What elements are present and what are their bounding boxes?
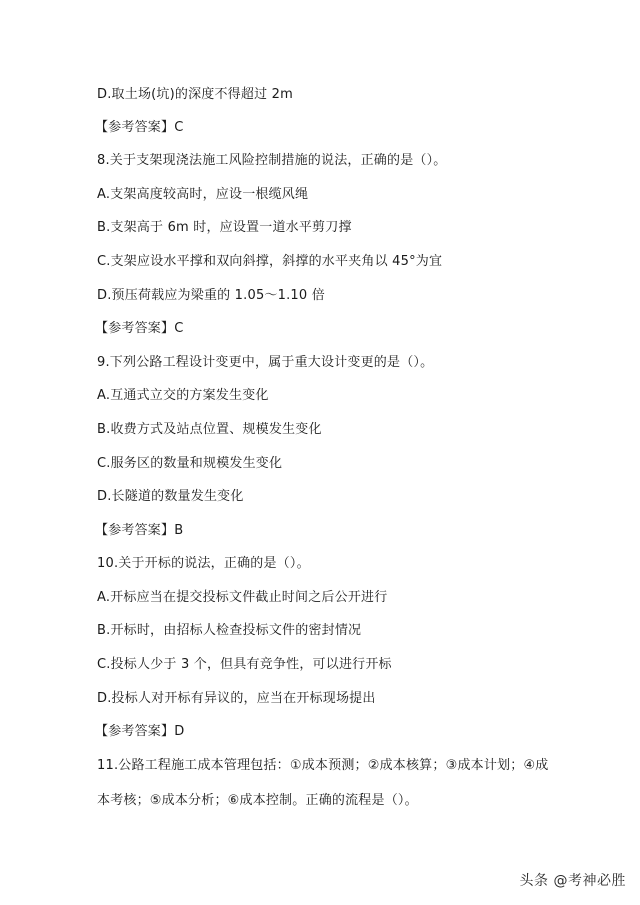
answer-line: 【参考答案】C — [95, 120, 184, 135]
question-line: 9.下列公路工程设计变更中，属于重大设计变更的是（）。 — [97, 355, 434, 370]
question-line: 10.关于开标的说法，正确的是（）。 — [97, 556, 310, 571]
option-line: D.预压荷载应为梁重的 1.05～1.10 倍 — [97, 288, 325, 303]
option-line: D.投标人对开标有异议的，应当在开标现场提出 — [97, 691, 376, 706]
question-line: 11.公路工程施工成本管理包括：①成本预测；②成本核算；③成本计划；④成 — [97, 758, 549, 773]
option-line: B.开标时，由招标人检查投标文件的密封情况 — [97, 623, 362, 638]
answer-line: 【参考答案】C — [95, 321, 184, 336]
question-line-continued: 本考核；⑤成本分析；⑥成本控制。正确的流程是（）。 — [97, 793, 418, 808]
option-line: A.开标应当在提交投标文件截止时间之后公开进行 — [97, 590, 388, 605]
question-line: 8.关于支架现浇法施工风险控制措施的说法，正确的是（）。 — [97, 153, 447, 168]
answer-line: 【参考答案】B — [95, 523, 184, 538]
option-line: D.长隧道的数量发生变化 — [97, 489, 244, 504]
answer-line: 【参考答案】D — [95, 724, 185, 739]
option-line: C.支架应设水平撑和双向斜撑，斜撑的水平夹角以 45°为宜 — [97, 254, 443, 269]
option-line: C.投标人少于 3 个，但具有竞争性，可以进行开标 — [97, 657, 392, 672]
option-line: B.支架高于 6m 时，应设置一道水平剪刀撑 — [97, 220, 352, 235]
option-line: C.服务区的数量和规模发生变化 — [97, 456, 283, 471]
option-line: D.取土场(坑)的深度不得超过 2m — [97, 87, 293, 102]
option-line: A.互通式立交的方案发生变化 — [97, 388, 269, 403]
watermark-text: 头条 @考神必胜 — [519, 873, 626, 889]
option-line: B.收费方式及站点位置、规模发生变化 — [97, 422, 322, 437]
option-line: A.支架高度较高时，应设一根缆风绳 — [97, 187, 309, 202]
